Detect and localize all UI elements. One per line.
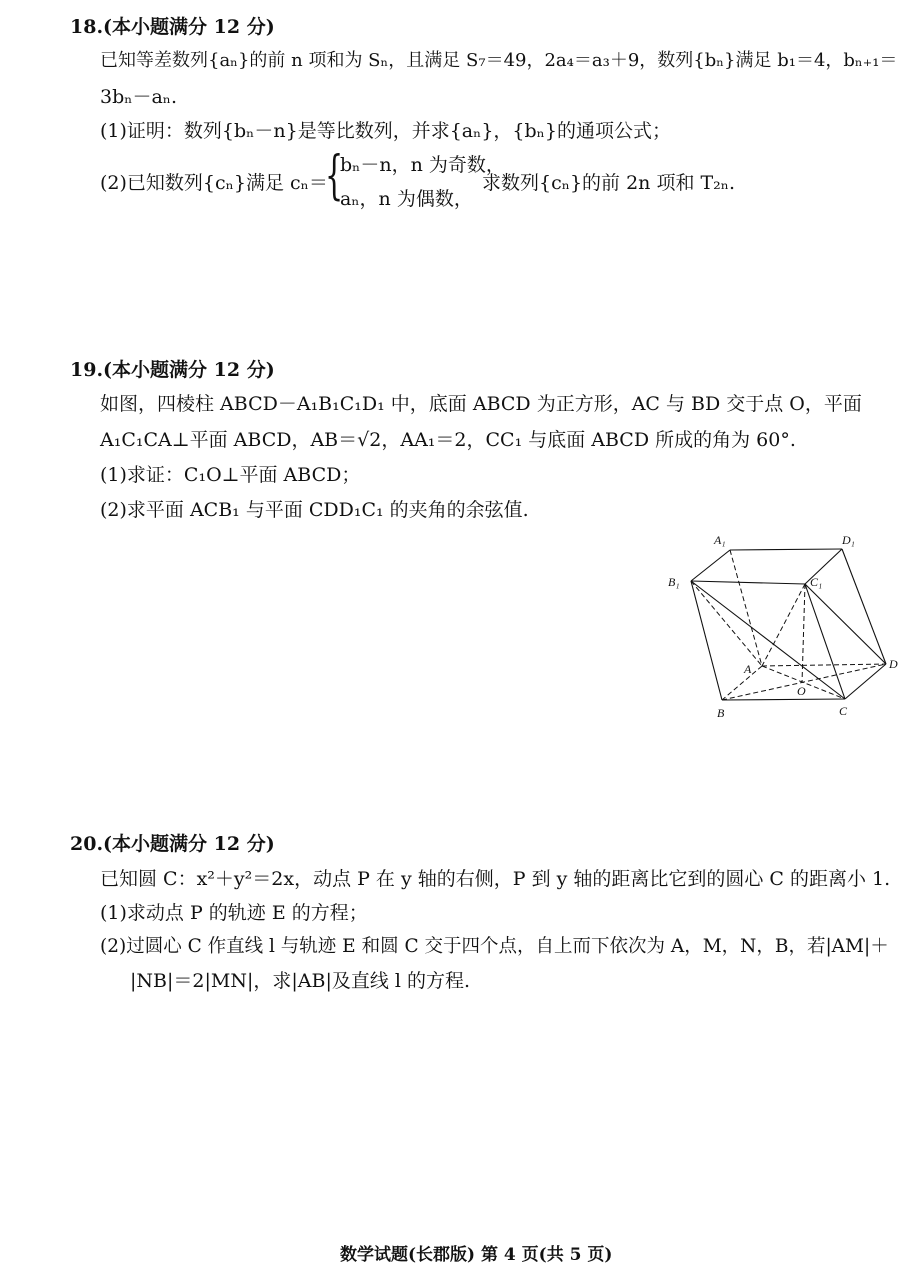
label-D: D [889,657,898,671]
q19-stem-line2: A₁C₁CA⊥平面 ABCD，AB＝√2，AA₁＝2，CC₁ 与底面 ABCD 所成的角为 60°. [100,429,796,451]
edge-C1A [762,584,805,666]
edge-BC [722,699,845,700]
label-B1: B₁ [668,575,680,589]
q19-stem-line1: 如图，四棱柱 ABCD－A₁B₁C₁D₁ 中，底面 ABCD 为正方形，AC 与 BD 交于点 O，平面 [100,393,862,415]
edge-A1D1 [730,549,842,550]
edge-B1B [691,581,722,700]
edge-C1D [805,584,886,664]
label-A: A [744,662,752,676]
q19-part1: (1)求证：C₁O⊥平面 ABCD； [100,464,361,486]
q18-case-even: aₙ，n 为偶数， [340,188,473,210]
label-B: B [717,706,725,720]
piecewise-brace: { [325,146,344,206]
q18-stem-line1: 已知等差数列{aₙ}的前 n 项和为 Sₙ，且满足 S₇＝49，2a₄＝a₃＋9，数列{bₙ}满足 b₁＝4，bₙ₊₁＝ [100,50,898,71]
q20-stem: 已知圆 C：x²＋y²＝2x，动点 P 在 y 轴的右侧，P 到 y 轴的距离比它到的圆心 C 的距离小 1. [100,868,891,890]
q18-part2-tail: 求数列{cₙ}的前 2n 项和 T₂ₙ. [482,172,736,194]
label-A1: A₁ [714,533,726,547]
label-C: C [839,704,848,718]
edge-AD [762,664,886,666]
edge-AB [722,666,762,700]
edge-A1A [730,550,762,666]
label-O: O [797,684,806,698]
edge-A1B1 [691,550,730,581]
page-footer: 数学试题(长郡版) 第 4 页(共 5 页) [340,1245,613,1265]
edge-C1C [805,584,845,699]
q20-part1: (1)求动点 P 的轨迹 E 的方程； [100,902,368,924]
q19-part2: (2)求平面 ACB₁ 与平面 CDD₁C₁ 的夹角的余弦值. [100,499,529,521]
q18-part2-lead: (2)已知数列{cₙ}满足 cₙ＝ [100,172,328,194]
prism-figure [660,528,910,728]
edge-D1D [842,549,886,664]
q18-stem-line2: 3bₙ－aₙ. [100,86,178,108]
q18-part1: (1)证明：数列{bₙ－n}是等比数列，并求{aₙ}，{bₙ}的通项公式； [100,120,671,142]
label-C1: C₁ [810,575,823,589]
q19-heading: 19.(本小题满分 12 分) [70,359,275,381]
label-D1: D₁ [842,533,855,547]
edge-CD [845,664,886,699]
q18-heading: 18.(本小题满分 12 分) [70,16,275,38]
edge-B1C [691,581,845,699]
q20-part2-line1: (2)过圆心 C 作直线 l 与轨迹 E 和圆 C 交于四个点，自上而下依次为 A，M，N，B，若|AM|＋ [100,936,889,957]
q18-case-odd: bₙ－n，n 为奇数， [340,154,505,176]
q20-part2-line2: |NB|＝2|MN|，求|AB|及直线 l 的方程. [130,970,471,992]
q20-heading: 20.(本小题满分 12 分) [70,833,275,855]
edge-B1C1 [691,581,805,584]
